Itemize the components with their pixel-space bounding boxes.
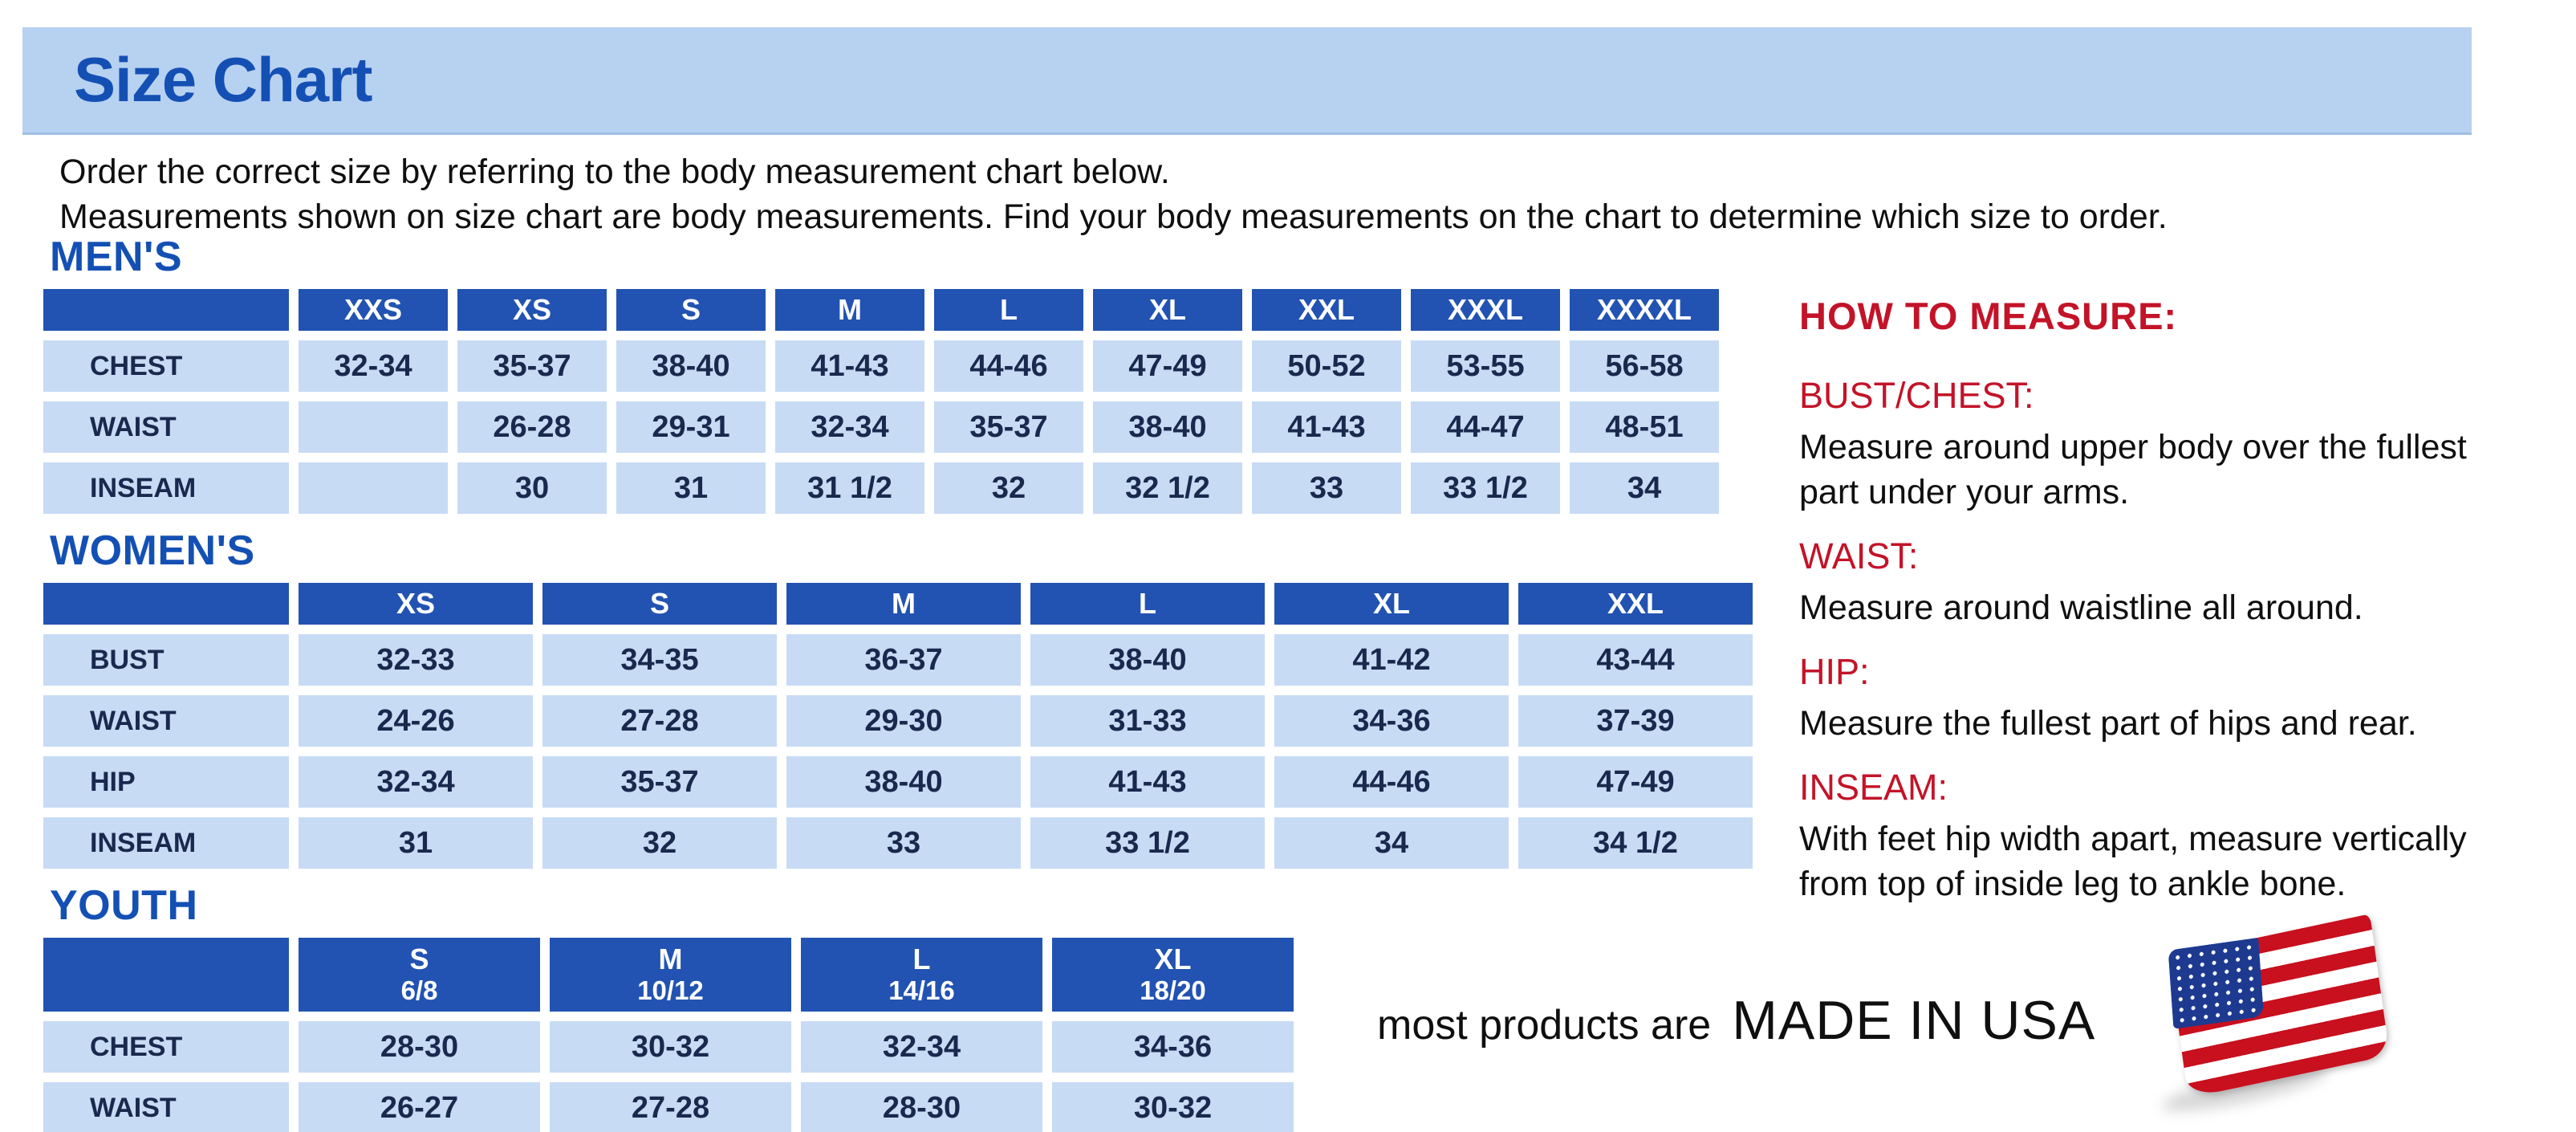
us-flag-icon bbox=[2168, 914, 2390, 1098]
value-cell: 35-37 bbox=[457, 340, 607, 392]
value-cell: 29-30 bbox=[786, 695, 1021, 747]
intro-line-1: Order the correct size by referring to the body measurement chart below. bbox=[59, 153, 1170, 191]
measure-item-text: Measure around waistline all around. bbox=[1799, 588, 2363, 627]
value-cell: 41-43 bbox=[775, 340, 924, 392]
value-cell: 31 bbox=[299, 817, 533, 869]
column-header-cell: L bbox=[1030, 583, 1265, 625]
measure-item-hip bbox=[1799, 651, 2529, 746]
column-header-cell: M bbox=[775, 289, 924, 331]
value-cell: 30-32 bbox=[550, 1021, 791, 1073]
row-label-cell: INSEAM bbox=[43, 462, 289, 514]
value-cell: 30-32 bbox=[1052, 1082, 1294, 1132]
value-cell: 38-40 bbox=[786, 756, 1021, 808]
measure-item-label: BUST/CHEST: bbox=[1799, 375, 2034, 416]
made-in-usa-line bbox=[1377, 989, 2095, 1052]
row-label-cell: WAIST bbox=[43, 1082, 289, 1132]
value-cell: 26-27 bbox=[299, 1082, 540, 1132]
column-header-cell: XL 18/20 bbox=[1052, 938, 1294, 1012]
value-cell: 27-28 bbox=[542, 695, 777, 747]
value-cell: 33 1/2 bbox=[1411, 462, 1560, 514]
how-to-measure-title: HOW TO MEASURE: bbox=[1799, 295, 2178, 337]
value-cell: 41-43 bbox=[1030, 756, 1265, 808]
value-cell: 32 bbox=[542, 817, 777, 869]
column-header-cell: XL bbox=[1274, 583, 1509, 625]
title-banner bbox=[22, 27, 2472, 135]
column-header-cell: S 6/8 bbox=[299, 938, 540, 1012]
table-corner-cell bbox=[43, 289, 289, 331]
row-label-cell: BUST bbox=[43, 634, 289, 686]
value-cell: 47-49 bbox=[1518, 756, 1753, 808]
row-label-cell: HIP bbox=[43, 756, 289, 808]
value-cell: 34 1/2 bbox=[1518, 817, 1753, 869]
value-cell: 29-31 bbox=[616, 401, 766, 453]
value-cell: 47-49 bbox=[1093, 340, 1242, 392]
value-cell: 38-40 bbox=[1093, 401, 1242, 453]
value-cell: 36-37 bbox=[786, 634, 1021, 686]
column-header-cell: S bbox=[616, 289, 766, 331]
column-header-cell: XXL bbox=[1252, 289, 1401, 331]
value-cell: 41-42 bbox=[1274, 634, 1509, 686]
value-cell: 34 bbox=[1570, 462, 1719, 514]
row-label-cell: CHEST bbox=[43, 1021, 289, 1073]
column-header-cell: XXL bbox=[1518, 583, 1753, 625]
value-cell: 56-58 bbox=[1570, 340, 1719, 392]
row-label-cell: CHEST bbox=[43, 340, 289, 392]
column-header-cell: L 14/16 bbox=[801, 938, 1042, 1012]
measure-item-label: WAIST: bbox=[1799, 535, 1919, 576]
value-cell: 32-33 bbox=[299, 634, 533, 686]
column-header-cell: XXS bbox=[299, 289, 448, 331]
row-label-cell: WAIST bbox=[43, 695, 289, 747]
measure-item-inseam bbox=[1799, 767, 2529, 906]
value-cell: 32 bbox=[934, 462, 1083, 514]
made-in-usa-prefix: most products are bbox=[1377, 1002, 1712, 1049]
measure-item-text: With feet hip width apart, measure vertically from top of inside leg to ankle bone. bbox=[1799, 820, 2467, 903]
column-header-cell: XXXL bbox=[1411, 289, 1560, 331]
value-cell: 28-30 bbox=[299, 1021, 540, 1073]
value-cell: 35-37 bbox=[934, 401, 1083, 453]
value-cell: 34-36 bbox=[1274, 695, 1509, 747]
value-cell: 33 bbox=[1252, 462, 1401, 514]
value-cell: 37-39 bbox=[1518, 695, 1753, 747]
value-cell: 44-47 bbox=[1411, 401, 1560, 453]
value-cell: 31 1/2 bbox=[775, 462, 924, 514]
mens-size-table bbox=[43, 289, 1753, 514]
measure-item-bust-chest bbox=[1799, 375, 2529, 515]
value-cell: 44-46 bbox=[1274, 756, 1509, 808]
section-heading-mens: MEN'S bbox=[50, 234, 183, 280]
value-cell: 41-43 bbox=[1252, 401, 1401, 453]
value-cell: 32 1/2 bbox=[1093, 462, 1242, 514]
column-header-cell: S bbox=[542, 583, 777, 625]
value-cell bbox=[299, 401, 448, 453]
womens-size-table bbox=[43, 583, 1753, 869]
made-in-usa-text: MADE IN USA bbox=[1732, 990, 2096, 1051]
intro-line-2: Measurements shown on size chart are body measurements. Find your body measurements on the chart to determine which size to order. bbox=[59, 197, 2168, 236]
value-cell bbox=[299, 462, 448, 514]
measure-item-waist bbox=[1799, 535, 2529, 630]
value-cell: 32-34 bbox=[801, 1021, 1042, 1073]
value-cell: 53-55 bbox=[1411, 340, 1560, 392]
value-cell: 27-28 bbox=[550, 1082, 791, 1132]
value-cell: 33 bbox=[786, 817, 1021, 869]
value-cell: 48-51 bbox=[1570, 401, 1719, 453]
column-header-cell: XS bbox=[299, 583, 533, 625]
how-to-measure-panel bbox=[1799, 294, 2529, 906]
value-cell: 43-44 bbox=[1518, 634, 1753, 686]
column-header-cell: M bbox=[786, 583, 1021, 625]
section-heading-womens: WOMEN'S bbox=[50, 527, 255, 574]
column-header-cell: XXXXL bbox=[1570, 289, 1719, 331]
column-header-cell: M 10/12 bbox=[550, 938, 791, 1012]
row-label-cell: WAIST bbox=[43, 401, 289, 453]
intro-text bbox=[59, 149, 2168, 239]
value-cell: 34-36 bbox=[1052, 1021, 1294, 1073]
row-label-cell: INSEAM bbox=[43, 817, 289, 869]
value-cell: 34-35 bbox=[542, 634, 777, 686]
value-cell: 32-34 bbox=[775, 401, 924, 453]
value-cell: 38-40 bbox=[616, 340, 766, 392]
value-cell: 31-33 bbox=[1030, 695, 1265, 747]
column-header-cell: XS bbox=[457, 289, 607, 331]
value-cell: 33 1/2 bbox=[1030, 817, 1265, 869]
section-heading-youth: YOUTH bbox=[50, 882, 198, 929]
value-cell: 32-34 bbox=[299, 756, 533, 808]
value-cell: 50-52 bbox=[1252, 340, 1401, 392]
measure-item-label: INSEAM: bbox=[1799, 767, 1948, 808]
measure-item-label: HIP: bbox=[1799, 651, 1870, 692]
value-cell: 24-26 bbox=[299, 695, 533, 747]
value-cell: 32-34 bbox=[299, 340, 448, 392]
value-cell: 34 bbox=[1274, 817, 1509, 869]
table-corner-cell bbox=[43, 583, 289, 625]
flag-canton bbox=[2168, 938, 2265, 1029]
value-cell: 31 bbox=[616, 462, 766, 514]
value-cell: 28-30 bbox=[801, 1082, 1042, 1132]
value-cell: 30 bbox=[457, 462, 607, 514]
page-title: Size Chart bbox=[74, 44, 372, 115]
measure-item-text: Measure around upper body over the fullest part under your arms. bbox=[1799, 428, 2467, 511]
measure-item-text: Measure the fullest part of hips and rear. bbox=[1799, 704, 2417, 743]
value-cell: 38-40 bbox=[1030, 634, 1265, 686]
table-corner-cell bbox=[43, 938, 289, 1012]
value-cell: 35-37 bbox=[542, 756, 777, 808]
column-header-cell: L bbox=[934, 289, 1083, 331]
value-cell: 26-28 bbox=[457, 401, 607, 453]
value-cell: 44-46 bbox=[934, 340, 1083, 392]
column-header-cell: XL bbox=[1093, 289, 1242, 331]
